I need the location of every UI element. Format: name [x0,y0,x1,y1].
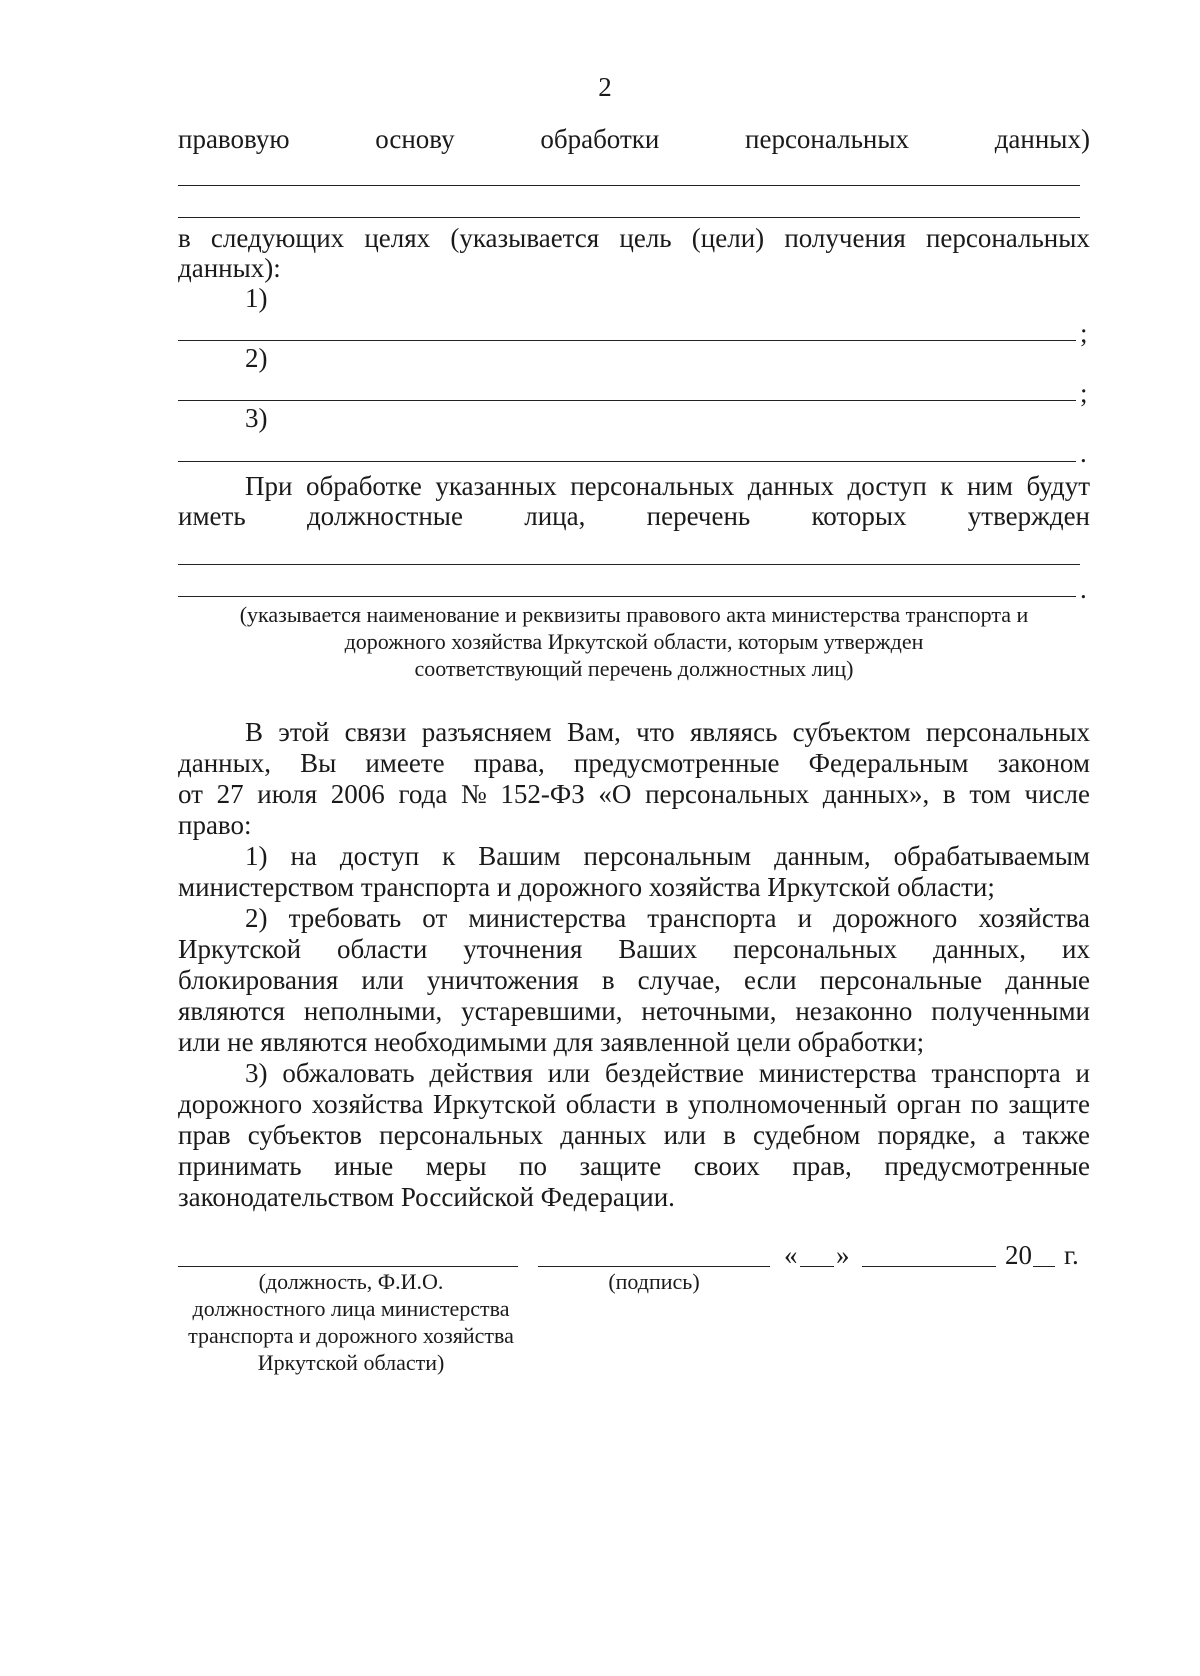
position-caption-line: транспорта и дорожного хозяйства [188,1323,514,1348]
rights-item-line: являются неполными, устаревшими, неточными, незаконно полученными [178,996,1090,1026]
rights-line: от 27 июля 2006 года № 152-ФЗ «О персональных данных», в том числе [178,779,1090,809]
rights-item-line: дорожного хозяйства Иркутской области в уполномоченный орган по защите [178,1089,1090,1119]
signature-blank-line [538,1266,770,1267]
top-line-word: правовую [178,124,290,154]
purposes-intro-word: персональных [925,223,1090,253]
purpose-blank-line [178,400,1076,401]
top-line [178,124,1090,154]
page-number: 2 [598,72,612,102]
day-blank-line [800,1266,834,1267]
access-word: перечень [646,501,751,531]
date-quote-open: « [784,1240,798,1270]
purposes-intro-word: в [178,223,191,253]
rights-item-line: 1) на доступ к Вашим персональным данным, обрабатываемым [245,841,1090,871]
access-word: лица, [524,501,586,531]
purposes-intro-word: (указывается [450,223,600,253]
position-blank-line [178,1266,518,1267]
access-line-justified [178,501,1090,531]
top-line-word: персональных [745,124,909,154]
purpose-number: 2) [245,343,268,373]
date-quote-close: » [836,1240,850,1270]
legal-act-caption-line: соответствующий перечень должностных лиц) [414,656,854,681]
rights-item-line: законодательством Российской Федерации. [178,1182,675,1212]
access-word: должностные [306,501,463,531]
purposes-intro-word: следующих [210,223,345,253]
year-prefix: 20 [1005,1240,1032,1270]
rights-line: данных, Вы имеете права, предусмотренные Федеральным законом [178,748,1090,778]
rights-item-line: прав субъектов персональных данных или в судебном порядке, а также [178,1120,1090,1150]
top-line-word: данных) [994,124,1090,154]
position-caption-line: Иркутской области) [257,1350,445,1375]
legal-act-caption-line: (указывается наименование и реквизиты правового акта министерства транспорта и [239,602,1029,627]
top-line-word: обработки [540,124,660,154]
access-line: При обработке указанных персональных данных доступ к ним будут [245,471,1090,501]
rights-item-line: принимать иные меры по защите своих прав, предусмотренные [178,1151,1090,1181]
blank-line [178,185,1080,186]
blank-line [178,596,1076,597]
position-caption-line: должностного лица министерства [192,1296,510,1321]
purposes-intro-word: (цели) [691,223,765,253]
year-suffix: г. [1064,1240,1079,1270]
purpose-blank-line [178,461,1076,462]
rights-item-line: 3) обжаловать действия или бездействие министерства транспорта и [245,1058,1090,1088]
purpose-line-end: ; [1080,318,1088,348]
purposes-intro-word: цель [619,223,672,253]
position-caption-line: (должность, Ф.И.О. [258,1269,444,1294]
rights-item-line: блокирования или уничтожения в случае, если персональные данные [178,965,1090,995]
rights-line: право: [178,810,252,840]
rights-line: В этой связи разъясняем Вам, что являясь субъектом персональных [245,717,1090,747]
purpose-blank-line [178,340,1076,341]
blank-line [178,564,1080,565]
top-line-word: основу [375,124,455,154]
access-word: утвержден [967,501,1090,531]
purpose-line-end: . [1080,438,1087,468]
signature-caption: (подпись) [608,1269,700,1294]
access-line-end: . [1080,574,1087,604]
purposes-intro-word: целях [364,223,431,253]
purpose-number: 1) [245,283,268,313]
rights-item-line: министерством транспорта и дорожного хозяйства Иркутской области; [178,872,995,902]
purposes-intro-word: получения [784,223,906,253]
month-blank-line [862,1266,996,1267]
rights-item-line: 2) требовать от министерства транспорта и дорожного хозяйства [245,903,1090,933]
purposes-intro-line [178,223,1090,253]
year-blank-line [1033,1266,1055,1267]
legal-act-caption-line: дорожного хозяйства Иркутской области, которым утвержден [344,629,924,654]
rights-item-line: или не являются необходимыми для заявленной цели обработки; [178,1027,925,1057]
purpose-number: 3) [245,403,268,433]
purpose-line-end: ; [1080,378,1088,408]
access-word: иметь [178,501,246,531]
purposes-intro-end: данных): [178,253,281,283]
blank-line [178,217,1080,218]
access-word: которых [811,501,907,531]
rights-item-line: Иркутской области уточнения Ваших персональных данных, их [178,934,1090,964]
